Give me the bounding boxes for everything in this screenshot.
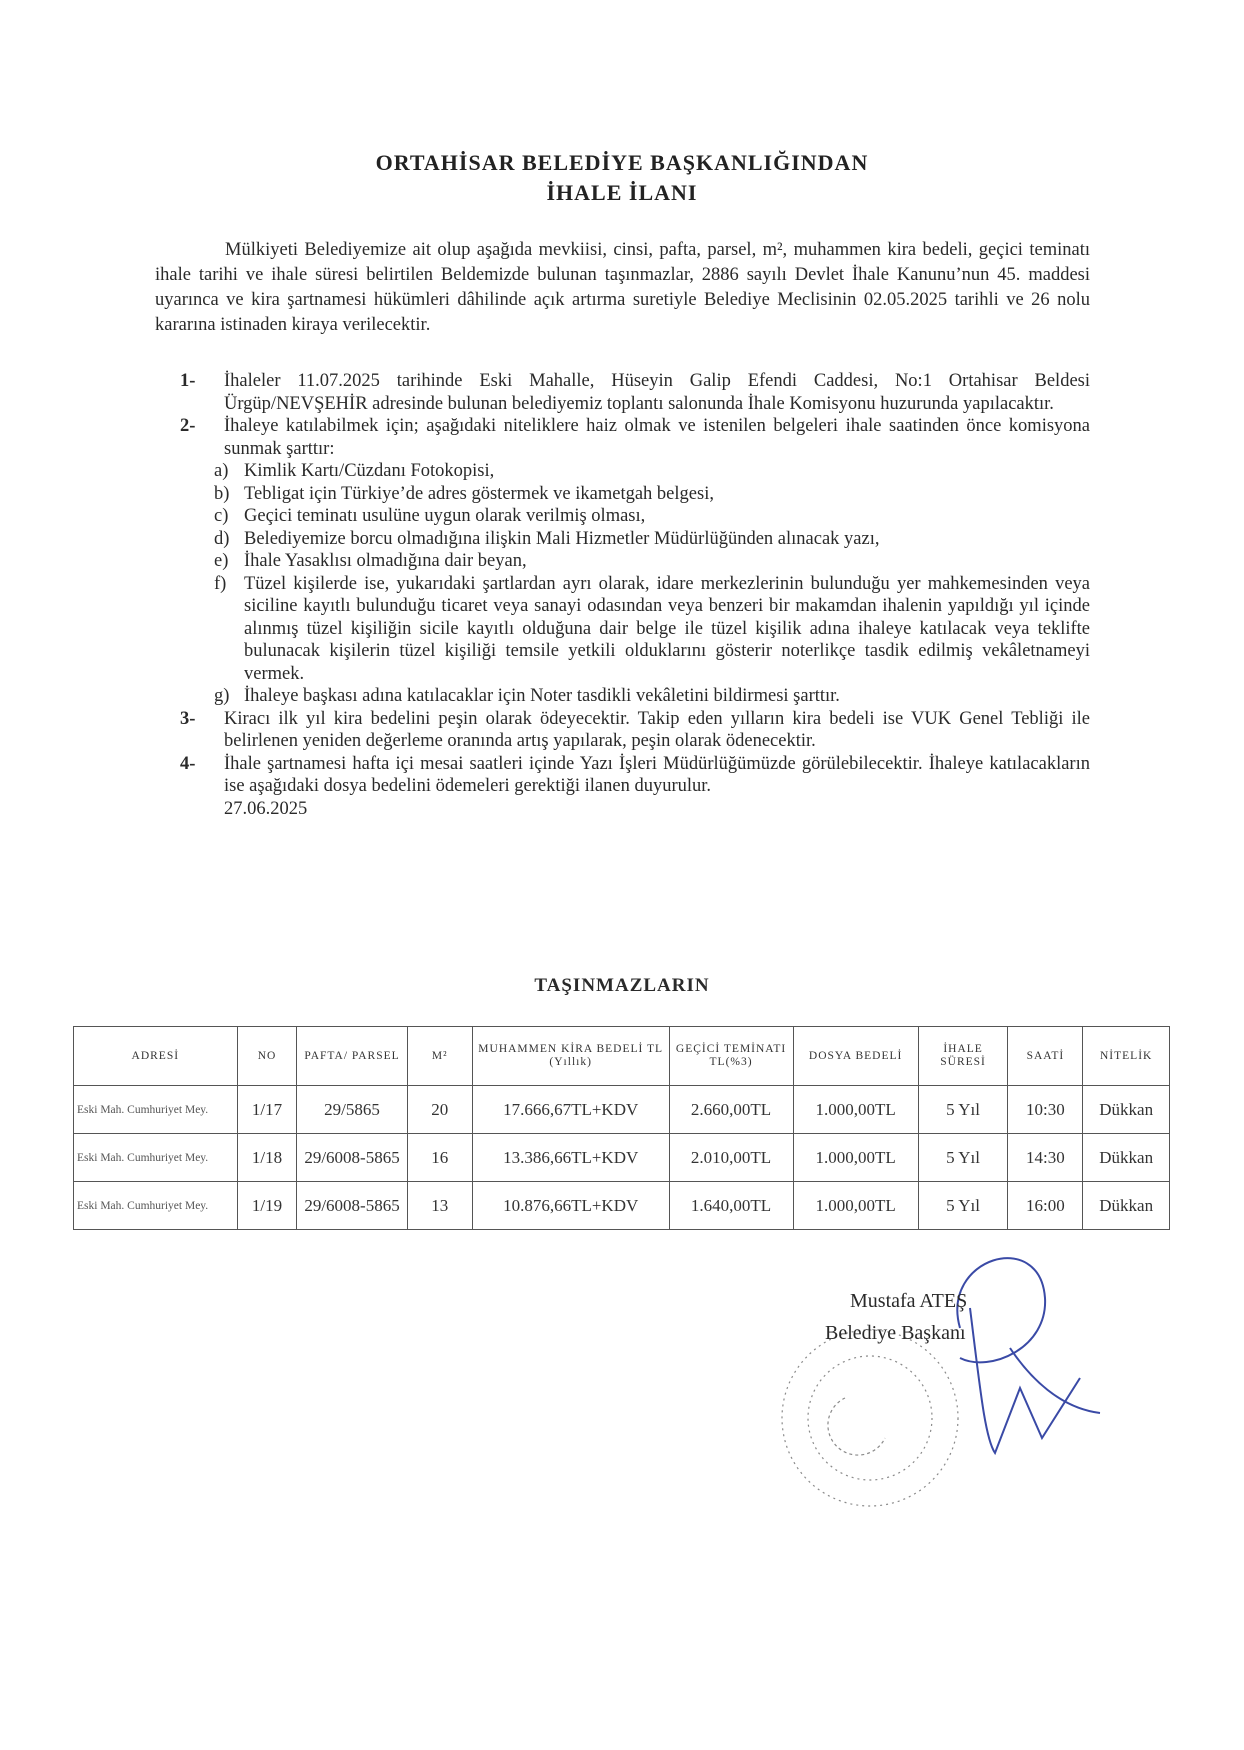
table-title: TAŞINMAZLARIN xyxy=(534,975,710,996)
table-cell: Eski Mah. Cumhuriyet Mey. xyxy=(74,1134,238,1182)
page-title: ORTAHİSAR BELEDİYE BAŞKANLIĞINDAN xyxy=(375,150,869,175)
signatory-title: Belediye Başkanı xyxy=(825,1322,966,1344)
table-cell: 29/5865 xyxy=(297,1086,407,1134)
sub-item-letter: g) xyxy=(214,686,230,706)
column-header: GEÇİCİ TEMİNATI TL(%3) xyxy=(669,1027,793,1086)
table-cell: 10.876,66TL+KDV xyxy=(472,1182,669,1230)
item-text: İhaleler 11.07.2025 tarihinde Eski Mahalle, Hüseyin Galip Efendi Caddesi, No:1 Ortahisar Beldesi Ürgüp/NEVŞEHİR adresinde bulunan belediyemiz toplantı salonunda İhale Komisyonu huzurunda yapılacaktır. xyxy=(224,371,1090,414)
item-number: 2- xyxy=(180,416,196,436)
list-item xyxy=(180,753,1090,821)
table-row xyxy=(74,1134,1170,1182)
item-number: 3- xyxy=(180,708,196,729)
page-subtitle: İHALE İLANI xyxy=(546,180,698,205)
table-cell: 13 xyxy=(407,1182,472,1230)
table-cell: 1.000,00TL xyxy=(793,1134,918,1182)
table-cell: 1.640,00TL xyxy=(669,1182,793,1230)
sub-item-text: Kimlik Kartı/Cüzdanı Fotokopisi, xyxy=(244,461,495,481)
table-cell: Dükkan xyxy=(1083,1182,1170,1230)
table-cell: 29/6008-5865 xyxy=(297,1182,407,1230)
sub-item-letter: f) xyxy=(214,573,227,594)
sub-item xyxy=(180,460,1090,483)
table-cell: 1.000,00TL xyxy=(793,1182,918,1230)
signature-icon xyxy=(957,1258,1100,1453)
stamp-and-signature xyxy=(780,1238,1220,1538)
table-row xyxy=(74,1086,1170,1134)
sub-item xyxy=(180,483,1090,506)
sub-item xyxy=(180,505,1090,528)
column-header: İHALE SÜRESİ xyxy=(918,1027,1008,1086)
table-cell: 5 Yıl xyxy=(918,1134,1008,1182)
sub-item-text: Belediyemize borcu olmadığına ilişkin Mali Hizmetler Müdürlüğünden alınacak yazı, xyxy=(244,528,880,549)
column-header: NO xyxy=(237,1027,297,1086)
item-text: İhaleye katılabilmek için; aşağıdaki niteliklere haiz olmak ve istenilen belgeleri ihale saatinden önce komisyona sunmak şarttır: xyxy=(224,416,1090,459)
item-text: İhale şartnamesi hafta içi mesai saatleri içinde Yazı İşleri Müdürlüğümüzde görülebilecektir. İhaleye katılacakların ise aşağıdaki dosya bedelini ödemeleri gerektiği ilanen duyurulur. xyxy=(224,753,1090,796)
table-cell: 5 Yıl xyxy=(918,1086,1008,1134)
signatory-name: Mustafa ATEŞ xyxy=(850,1290,968,1312)
table-cell: 16:00 xyxy=(1008,1182,1083,1230)
table-cell: 13.386,66TL+KDV xyxy=(472,1134,669,1182)
column-header: DOSYA BEDELİ xyxy=(793,1027,918,1086)
table-row xyxy=(74,1182,1170,1230)
table-cell: 17.666,67TL+KDV xyxy=(472,1086,669,1134)
list-item xyxy=(180,370,1090,415)
sub-item-text: İhale Yasaklısı olmadığına dair beyan, xyxy=(244,551,527,571)
list-item xyxy=(180,708,1090,753)
table-cell: Dükkan xyxy=(1083,1086,1170,1134)
table-cell: 29/6008-5865 xyxy=(297,1134,407,1182)
table-cell: 1/18 xyxy=(237,1134,297,1182)
table-cell: 2.660,00TL xyxy=(669,1086,793,1134)
table-cell: 1.000,00TL xyxy=(793,1086,918,1134)
column-header: NİTELİK xyxy=(1083,1027,1170,1086)
table-cell: 2.010,00TL xyxy=(669,1134,793,1182)
table-cell: 5 Yıl xyxy=(918,1182,1008,1230)
table-header-row xyxy=(74,1027,1170,1086)
column-header: M² xyxy=(407,1027,472,1086)
sub-item-letter: a) xyxy=(214,461,229,481)
item-text: Kiracı ilk yıl kira bedelini peşin olarak ödeyecektir. Takip eden yılların kira bedeli ise VUK Genel Tebliği ile belirlenen yeniden değerleme oranında artış yapılarak, peşin olarak ödenecektir. xyxy=(224,708,1090,751)
intro-paragraph: Mülkiyeti Belediyemize ait olup aşağıda mevkiisi, cinsi, pafta, parsel, m², muhammen kira bedeli, geçici teminatı ihale tarihi ve ihale süresi belirtilen Beldemizde bulunan taşınmazlar, 2886 sayılı Devlet İhale Kanunu’nun 45. maddesi uyarınca ve kira şartnamesi hükümleri dâhilinde açık artırma suretiyle Belediye Meclisinin 02.05.2025 tarihli ve 26 nolu kararına istinaden kiraya verilecektir. xyxy=(155,240,1090,335)
table-cell: 20 xyxy=(407,1086,472,1134)
table-cell: Eski Mah. Cumhuriyet Mey. xyxy=(74,1086,238,1134)
conditions-list xyxy=(180,370,1090,820)
table-cell: 14:30 xyxy=(1008,1134,1083,1182)
column-header: ADRESİ xyxy=(74,1027,238,1086)
table-cell: 16 xyxy=(407,1134,472,1182)
sub-item-text: Tebligat için Türkiye’de adres göstermek ve ikametgah belgesi, xyxy=(244,483,714,504)
property-table xyxy=(73,1026,1170,1230)
sub-item xyxy=(180,573,1090,686)
sub-item xyxy=(180,685,1090,708)
sub-item xyxy=(180,528,1090,551)
table-cell: Dükkan xyxy=(1083,1134,1170,1182)
item-number: 4- xyxy=(180,753,196,774)
sub-item-letter: b) xyxy=(214,483,230,504)
column-header: MUHAMMEN KİRA BEDELİ TL (Yıllık) xyxy=(472,1027,669,1086)
column-header: PAFTA/ PARSEL xyxy=(297,1027,407,1086)
item-number: 1- xyxy=(180,371,196,391)
sub-item-letter: d) xyxy=(214,528,230,549)
sub-item xyxy=(180,550,1090,573)
table-cell: 1/19 xyxy=(237,1182,297,1230)
sub-item-text: Tüzel kişilerde ise, yukarıdaki şartlardan ayrı olarak, idare merkezlerinin bulunduğu yer mahkemesinden veya siciline kayıtlı bulunduğu ticaret veya sanayi odasından veya benzeri bir makamdan ihalenin yapıldığı yıl içinde alınmış tüzel kişiliğin sicile kayıtlı olduğuna dair belge ile tüzel kişilik adına ihaleye katılacak veya teklifte bulunacak kişilerin tüzel kişiliği temsile yetkili olduklarını gösterir noterlikçe tasdik edilmiş vekâletnameyi vermek. xyxy=(244,573,1090,684)
table-cell: Eski Mah. Cumhuriyet Mey. xyxy=(74,1182,238,1230)
column-header: SAATİ xyxy=(1008,1027,1083,1086)
sub-item-letter: e) xyxy=(214,551,229,571)
sub-item-letter: c) xyxy=(214,506,229,526)
list-item xyxy=(180,415,1090,460)
sub-item-text: Geçici teminatı usulüne uygun olarak verilmiş olması, xyxy=(244,506,646,526)
table-cell: 1/17 xyxy=(237,1086,297,1134)
sub-item-text: İhaleye başkası adına katılacaklar için Noter tasdikli vekâletini bildirmesi şarttır. xyxy=(244,686,840,706)
table-cell: 10:30 xyxy=(1008,1086,1083,1134)
official-seal-icon xyxy=(782,1330,958,1506)
announcement-date: 27.06.2025 xyxy=(224,798,308,819)
